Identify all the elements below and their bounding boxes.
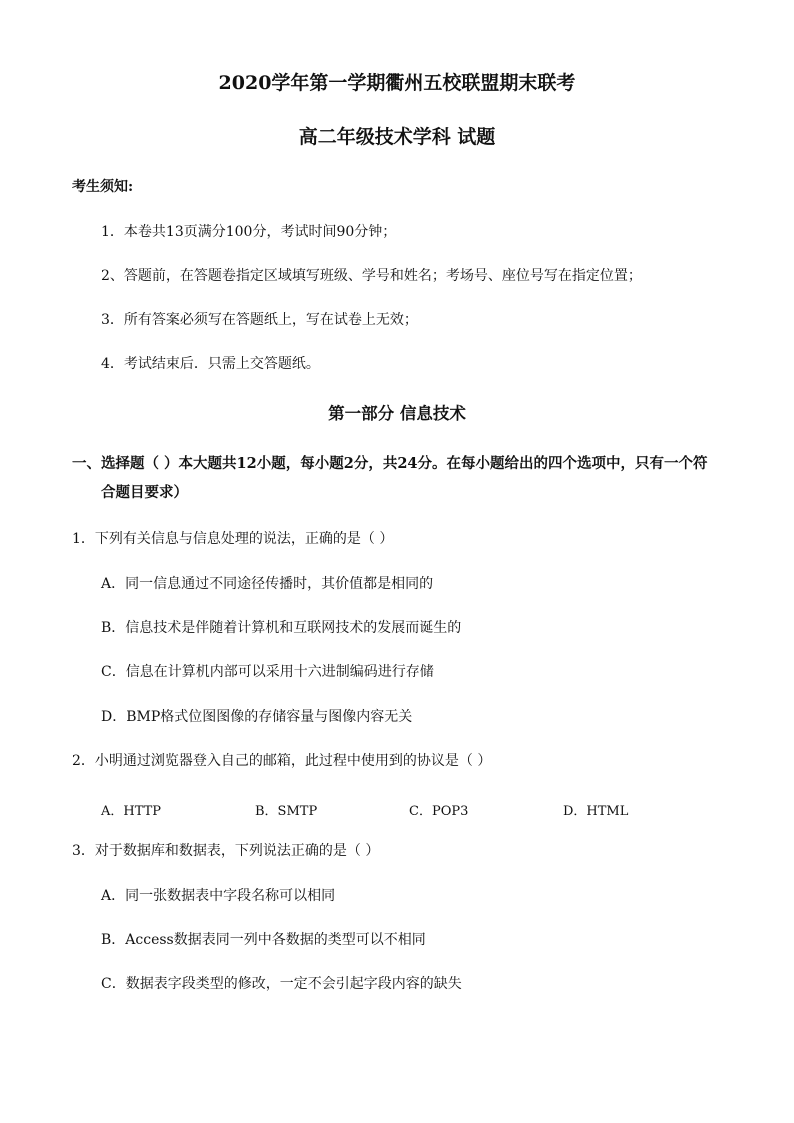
question-stem: 1．下列有关信息与信息处理的说法，正确的是（ ） — [72, 531, 394, 547]
section-heading: 一、选择题（ ）本大题共12小题，每小题2分，共24分。在每小题给出的四个选项中，只有一个符 — [72, 455, 708, 472]
notice-item: 4．考试结束后．只需上交答题纸。 — [101, 356, 320, 372]
question-option: A．同一张数据表中字段名称可以相同 — [101, 888, 336, 904]
notice-heading: 考生须知: — [72, 179, 134, 195]
section-heading-continued: 合题目要求） — [101, 484, 188, 501]
notice-item: 1．本卷共13页满分100分，考试时间90分钟； — [101, 224, 397, 240]
question-option: B．信息技术是伴随着计算机和互联网技术的发展而诞生的 — [101, 620, 462, 636]
part-title: 第一部分 信息技术 — [328, 404, 466, 423]
question-option: B．SMTP — [255, 804, 318, 819]
option-row — [0, 800, 794, 819]
notice-item: 2、答题前，在答题卷指定区域填写班级、学号和姓名；考场号、座位号写在指定位置； — [101, 268, 642, 284]
question-stem: 2．小明通过浏览器登入自己的邮箱，此过程中使用到的协议是（ ） — [72, 753, 492, 769]
question-stem: 3．对于数据库和数据表，下列说法正确的是（ ） — [72, 843, 380, 859]
question-option: C．POP3 — [409, 804, 469, 819]
question-option: D．HTML — [563, 804, 629, 819]
question-option: B．Access数据表同一列中各数据的类型可以不相同 — [101, 932, 426, 948]
exam-title: 2020学年第一学期衢州五校联盟期末联考 — [218, 72, 576, 94]
question-option: C．信息在计算机内部可以采用十六进制编码进行存储 — [101, 664, 434, 680]
question-option: A．HTTP — [101, 804, 162, 819]
question-option: D．BMP格式位图图像的存储容量与图像内容无关 — [101, 709, 413, 725]
notice-item: 3．所有答案必须写在答题纸上，写在试卷上无效； — [101, 312, 418, 328]
exam-subtitle: 高二年级技术学科 试题 — [298, 126, 496, 148]
question-option: C．数据表字段类型的修改，一定不会引起字段内容的缺失 — [101, 976, 462, 992]
question-option: A．同一信息通过不同途径传播时，其价值都是相同的 — [101, 576, 434, 592]
